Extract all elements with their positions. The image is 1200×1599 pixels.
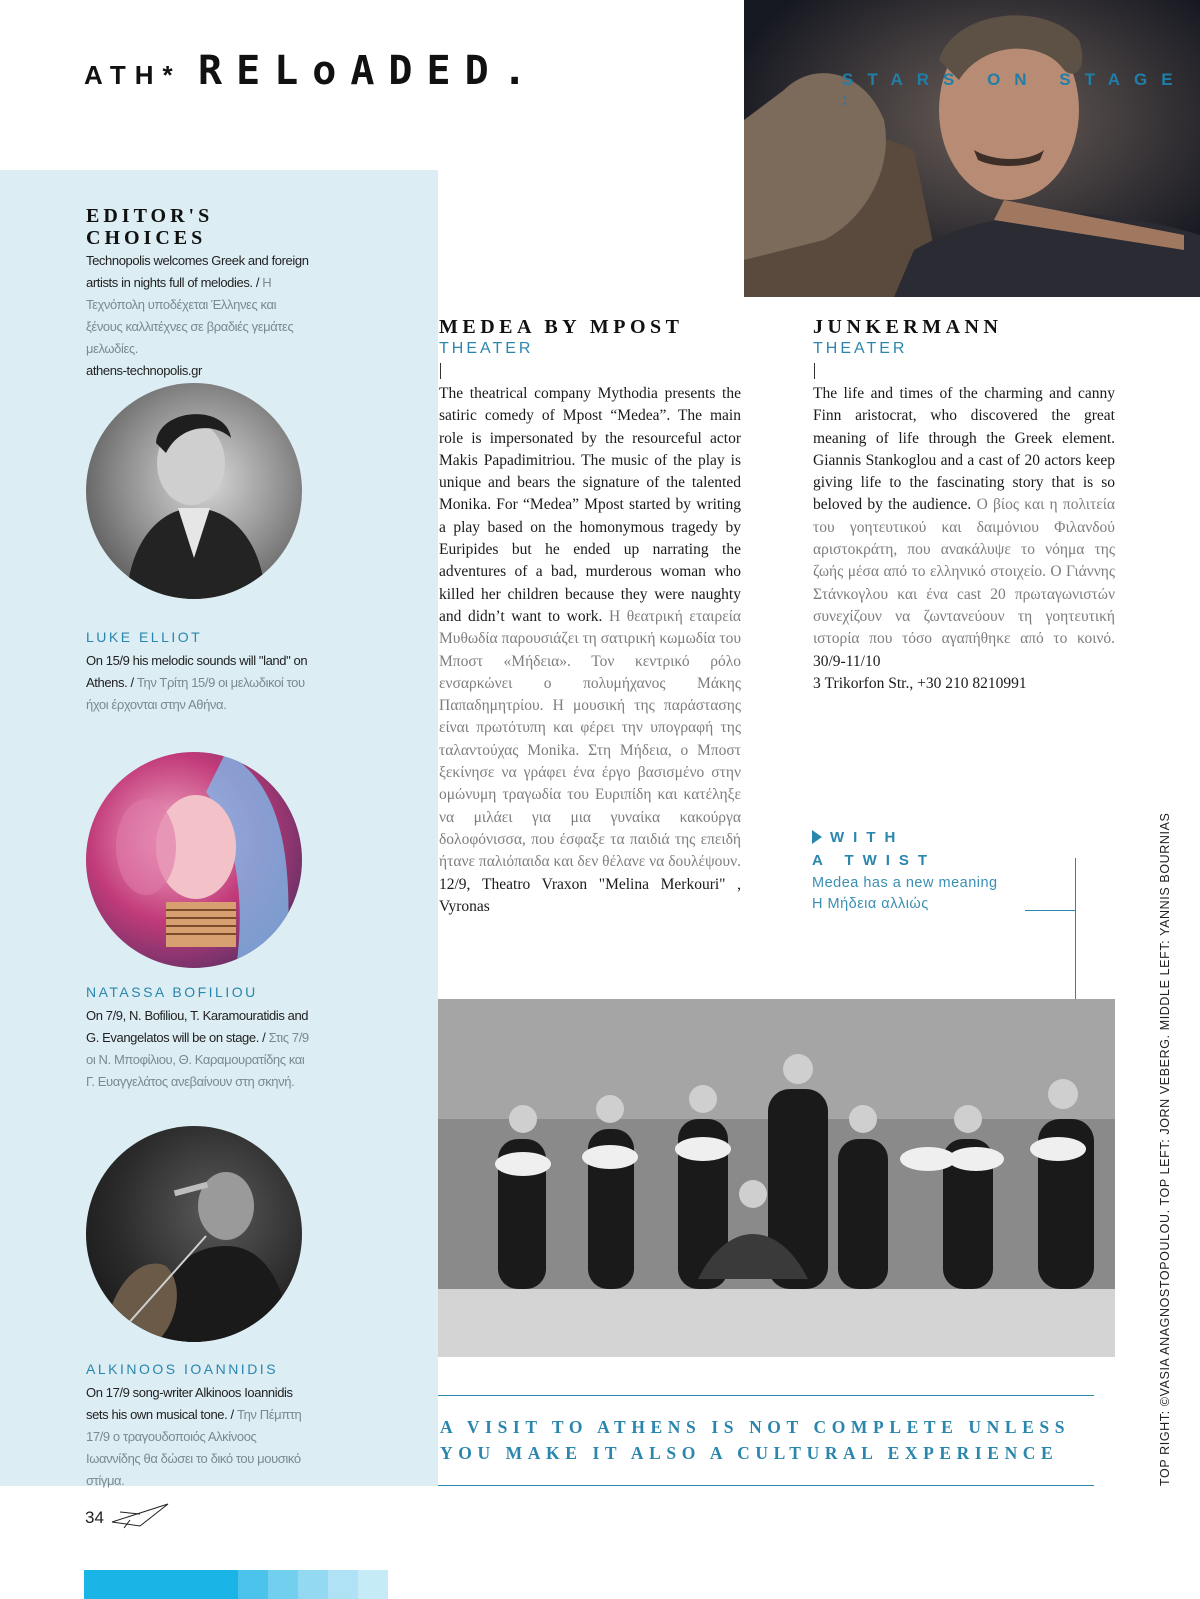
artist-desc-en: On 15/9 his melodic sounds will "land" on Athens. / bbox=[86, 653, 308, 690]
twist-line1: WITH bbox=[830, 829, 905, 846]
artist-desc-luke-elliot bbox=[86, 650, 311, 716]
artist-photo-alkinoos-ioannidis bbox=[86, 1126, 302, 1342]
artist-desc-gr: Την Πέμπτη 17/9 ο τραγουδοποιός Αλκίνοος Ιωαννίδης θα δώσει το δικό του μουσικό στίγμα. bbox=[86, 1407, 302, 1488]
artist-desc-alkinoos-ioannidis bbox=[86, 1382, 311, 1492]
artist-desc-gr: Την Τρίτη 15/9 οι μελωδικοί του ήχοι έρχονται στην Αθήνα. bbox=[86, 675, 305, 712]
medea-cast-photo bbox=[438, 999, 1115, 1357]
cultural-quote: A VISIT TO ATHENS IS NOT COMPLETE UNLESS YOU MAKE IT ALSO A CULTURAL EXPERIENCE bbox=[440, 1417, 1071, 1463]
artist-photo-illustration bbox=[86, 383, 302, 599]
medea-info: 12/9, Theatro Vraxon "Melina Merkouri" , Vyronas bbox=[439, 875, 741, 915]
artist-photo-luke-elliot bbox=[86, 383, 302, 599]
twist-connector-horizontal bbox=[1025, 910, 1075, 911]
medea-divider bbox=[440, 363, 441, 379]
magazine-logo: RELoADED. bbox=[198, 48, 541, 94]
sidebar-intro-gr: Η Τεχνόπολη υποδέχεται Έλληνες και ξένους καλλιτέχνες σε βραδιές γεμάτες μελωδίες. bbox=[86, 275, 294, 356]
junkermann-dates: 30/9-11/10 bbox=[813, 652, 881, 670]
twist-subtitle-en: Medea has a new meaning bbox=[812, 875, 998, 891]
artist-desc-gr: Στις 7/9 οι Ν. Μποφίλιου, Θ. Καραμουρατίδης και Γ. Ευαγγελάτος ανεβαίνουν στη σκηνή. bbox=[86, 1030, 309, 1089]
photo-credits: TOP RIGHT: ©VASIA ANAGNOSTOPOULOU. TOP LEFT: JORN VEBERG. MIDDLE LEFT: YANNIS BOURNIAS bbox=[1158, 812, 1172, 1486]
medea-title: MEDEA BY MPOST bbox=[439, 316, 684, 338]
medea-body-en: The theatrical company Mythodia presents the satiric comedy of Mpost “Medea”. The main role is impersonated by the resourceful actor Makis Papadimitriou. The music of the play is unique and bears the signature of the talented Monika. For “Medea” Mpost started by writing a play based on the homonymous tragedy by Euripides but he ended up narrating the adventures of a bad, murderous woman who killed her children because they were naughty and didn’t want to work. bbox=[439, 385, 741, 625]
artist-desc-en: On 17/9 song-writer Alkinoos Ioannidis sets his own musical tone. / bbox=[86, 1385, 293, 1422]
twist-subtitle bbox=[812, 873, 998, 915]
junkermann-body bbox=[813, 383, 1115, 695]
twist-subtitle-gr: Η Μήδεια αλλιώς bbox=[812, 896, 929, 912]
sidebar-intro bbox=[86, 250, 311, 382]
junkermann-body-en: The life and times of the charming and canny Finn aristocrat, who discovered the great meaning of life through the Greek element. Giannis Stankoglou and a cast of 20 actors keep giving life to the fascinating story that is so beloved by the audience. bbox=[813, 385, 1115, 514]
page-number: 34 bbox=[85, 1508, 104, 1527]
color-bar-2 bbox=[238, 1570, 268, 1599]
sidebar-intro-en: Technopolis welcomes Greek and foreign artists in nights full of melodies. / bbox=[86, 253, 309, 290]
artist-desc-natassa-bofiliou bbox=[86, 1005, 311, 1093]
junkermann-category: THEATER bbox=[813, 340, 908, 357]
twist-heading bbox=[812, 826, 904, 849]
artist-name-natassa-bofiliou: NATASSA BOFILIOU bbox=[86, 984, 258, 1000]
quote-rule-top bbox=[438, 1395, 1094, 1396]
color-bar-6 bbox=[358, 1570, 388, 1599]
color-bar-1 bbox=[84, 1570, 238, 1599]
artist-photo-illustration bbox=[86, 1126, 302, 1342]
airplane-icon bbox=[110, 1500, 170, 1535]
quote-rule-bottom bbox=[438, 1485, 1094, 1486]
junkermann-title: JUNKERMANN bbox=[813, 316, 1003, 338]
hero-photo-actor bbox=[744, 0, 1200, 297]
artist-name-luke-elliot: LUKE ELLIOT bbox=[86, 629, 203, 645]
editors-choices-title: EDITOR'S CHOICES bbox=[86, 205, 214, 249]
junkermann-address: 3 Trikorfon Str., +30 210 8210991 bbox=[813, 674, 1027, 692]
artist-photo-illustration bbox=[86, 752, 302, 968]
artist-name-alkinoos-ioannidis: ALKINOOS IOANNIDIS bbox=[86, 1361, 279, 1377]
cast-photo-illustration bbox=[438, 999, 1115, 1357]
color-bar-3 bbox=[268, 1570, 298, 1599]
artist-photo-natassa-bofiliou bbox=[86, 752, 302, 968]
artist-desc-en: On 7/9, N. Bofiliou, T. Karamouratidis and G. Evangelatos will be on stage. / bbox=[86, 1008, 309, 1045]
color-bar-5 bbox=[328, 1570, 358, 1599]
medea-category: THEATER bbox=[439, 340, 534, 357]
stars-on-stage-label: STARS ON STAGE : bbox=[842, 70, 1187, 109]
twist-heading-line2: A TWIST bbox=[812, 852, 937, 869]
medea-body-gr: Η θεατρική εταιρεία Μυθωδία παρουσιάζει τη σατιρική κωμωδία του Μποστ «Μήδεια». Τον κεντρικό ρόλο ενσαρκώνει ο πολυμήχανος Μάκης Παπαδημητρίου. Η μουσική της παράστασης είναι πρωτότυπη και φέρει την υπογραφή της ταλαντούχας Monika. Στη Μήδεια, ο Μποστ ξεκίνησε να γράφει ένα έργο βασισμένο στην ομώνυμη τραγωδία του Ευριπίδη και κατέληξε να μιλάει για μια γυναίκα κακούργα δολοφόνισσα, που έσφαξε τα παιδιά της επειδή ήτανε παλιόπαιδα και δεν θέλανε να δουλέψουν. bbox=[439, 607, 741, 871]
magazine-logo-prefix: ATH* bbox=[84, 60, 182, 90]
hero-photo-illustration bbox=[744, 0, 1200, 297]
medea-body bbox=[439, 383, 741, 918]
junkermann-body-gr: Ο βίος και η πολιτεία του γοητευτικού και δαιμόνιου Φιλανδού αριστοκράτη, που ανακάλυψε το νόημα της ζωής μέσα από το ελληνικό στοιχείο. Ο Γιάννης Στάνκογλου και ένα cast 20 πρωταγωνιστών συνεχίζουν να ζωντανεύουν τη γοητευτική ιστορία που τόσο αγαπήθηκε από το κοινό. bbox=[813, 496, 1116, 648]
technopolis-link[interactable]: athens-technopolis.gr bbox=[86, 363, 202, 378]
junkermann-divider bbox=[814, 363, 815, 379]
color-bar-4 bbox=[298, 1570, 328, 1599]
